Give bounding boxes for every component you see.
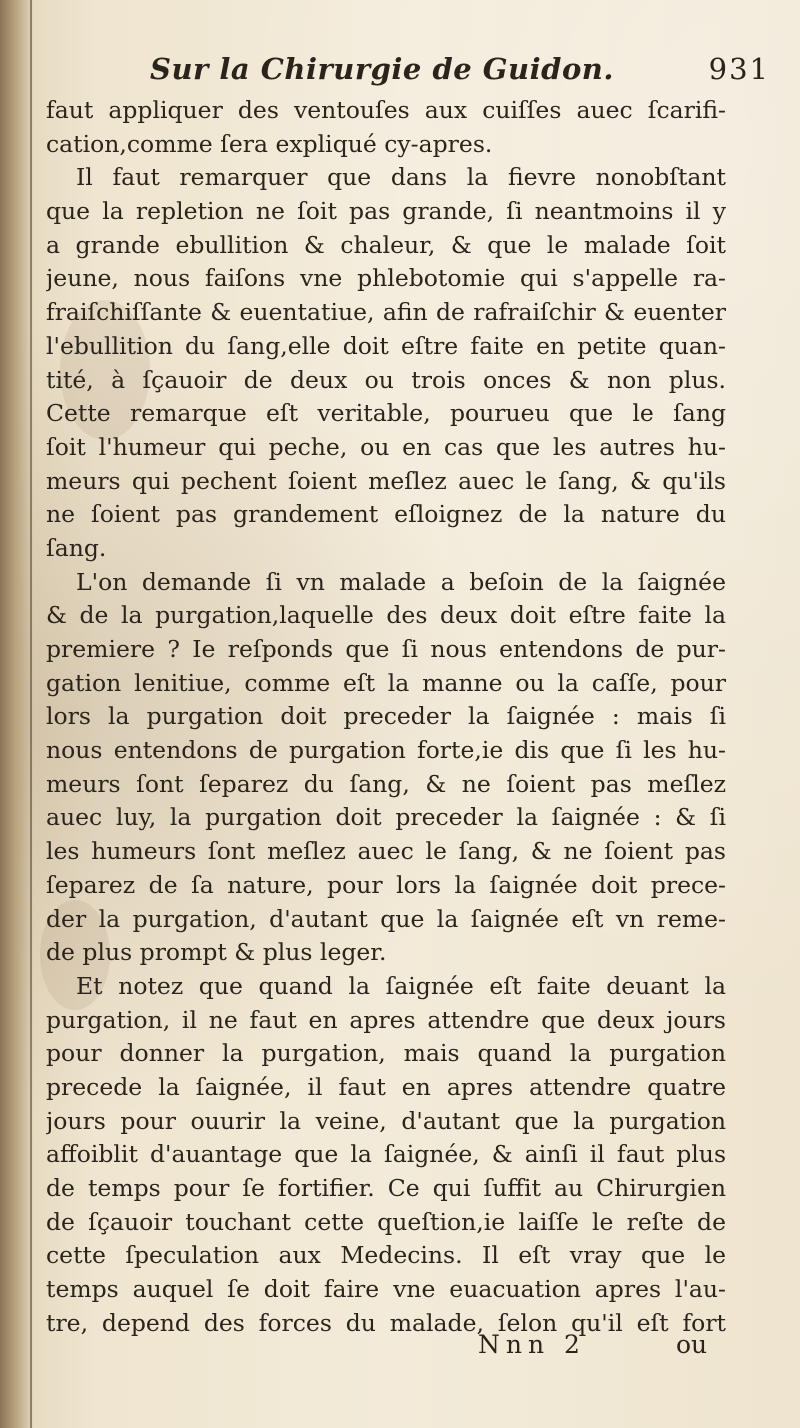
text-line: que la repletion ne ſoit pas grande, ſi neantmoins il y	[46, 197, 726, 226]
text-line: tité, à ſçauoir de deux ou trois onces & non plus.	[46, 365, 726, 394]
text-line: lors la purgation doit preceder la ſaignée : mais ſi	[46, 702, 726, 731]
text-line: ſeparez de ſa nature, pour lors la ſaignée doit prece-	[46, 870, 726, 899]
text-line: premiere ? Ie reſponds que ſi nous entendons de pur-	[46, 635, 726, 663]
text-line: ſang.	[46, 533, 107, 562]
text-line: precede la ſaignée, il faut en apres attendre quatre	[46, 1072, 726, 1101]
text-line: tre, depend des forces du malade, ſelon qu'il eſt fort	[46, 1308, 726, 1337]
text-line: de plus prompt & plus leger.	[46, 938, 387, 967]
text-line: meurs ſont ſeparez du ſang, & ne ſoient pas meſlez	[46, 769, 726, 798]
page-footer	[0, 1330, 800, 1370]
text-line: Il faut remarquer que dans la fievre nonobſtant	[76, 163, 726, 192]
text-line: pour donner la purgation, mais quand la purgation	[46, 1039, 726, 1068]
page-gutter	[0, 0, 34, 1428]
text-line: a grande ebullition & chaleur, & que le malade ſoit	[46, 230, 726, 259]
text-line: ne ſoient pas grandement eſloignez de la nature du	[46, 500, 726, 529]
text-line: L'on demande ſi vn malade a beſoin de la ſaignée	[76, 567, 726, 596]
text-line: ſoit l'humeur qui peche, ou en cas que les autres hu-	[46, 432, 726, 461]
catchword: ou	[676, 1330, 708, 1359]
text-line: jours pour ouurir la veine, d'autant que la purgation	[46, 1106, 726, 1135]
text-line: faut appliquer des ventouſes aux cuiſſes auec ſcarifi-	[46, 96, 726, 124]
body-text	[46, 94, 726, 1340]
text-line: der la purgation, d'autant que la ſaignée eſt vn reme-	[46, 904, 726, 933]
text-line: & de la purgation,laquelle des deux doit eſtre faite la	[46, 601, 726, 630]
text-line: purgation, il ne faut en apres attendre que deux jours	[46, 1005, 726, 1034]
text-line: auec luy, la purgation doit preceder la ſaignée : & ſi	[46, 803, 726, 832]
text-line: l'ebullition du ſang,elle doit eſtre faite en petite quan-	[46, 331, 726, 360]
text-line: Cette remarque eſt veritable, pourueu que le ſang	[46, 399, 726, 428]
page-number: 931	[708, 52, 770, 86]
signature-mark: Nnn 2	[478, 1330, 586, 1359]
text-line: les humeurs ſont meſlez auec le ſang, & ne ſoient pas	[46, 837, 726, 866]
binding-edge	[30, 0, 32, 1428]
text-line: de ſçauoir touchant cette queſtion,ie laiſſe le reſte de	[46, 1207, 726, 1236]
text-line: meurs qui pechent ſoient meſlez auec le ſang, & qu'ils	[46, 466, 726, 495]
text-line: cette ſpeculation aux Medecins. Il eſt vray que le	[46, 1241, 726, 1270]
text-line: temps auquel ſe doit faire vne euacuation apres l'au-	[46, 1275, 726, 1304]
text-line: affoiblit d'auantage que la ſaignée, & ainſi il faut plus	[46, 1140, 726, 1169]
text-line: fraiſchiſſante & euentatiue, afin de rafraiſchir & euenter	[46, 298, 726, 327]
text-line: gation lenitiue, comme eſt la manne ou la caſſe, pour	[46, 668, 726, 697]
running-title: Sur la Chirurgie de Guidon.	[150, 52, 614, 86]
text-line: de temps pour ſe fortifier. Ce qui ſuffit au Chirurgien	[46, 1174, 726, 1202]
page-header	[150, 52, 770, 96]
text-line: jeune, nous faiſons vne phlebotomie qui s'appelle ra-	[46, 264, 726, 293]
text-line: nous entendons de purgation forte,ie dis que ſi les hu-	[46, 736, 726, 765]
text-line: cation,comme ſera expliqué cy-apres.	[46, 129, 493, 158]
text-line: Et notez que quand la ſaignée eſt faite deuant la	[76, 971, 726, 1000]
